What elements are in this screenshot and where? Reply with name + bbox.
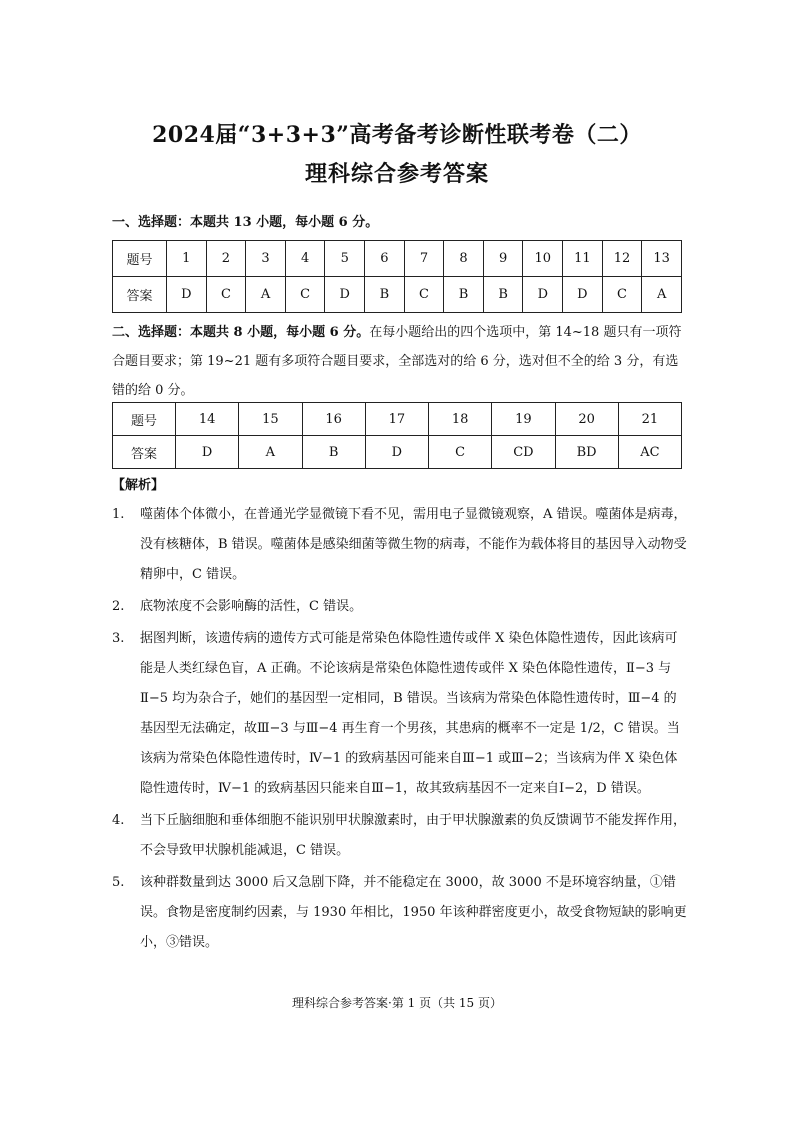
section1-heading: 一、选择题：本题共 13 小题，每小题 6 分。 xyxy=(112,215,379,230)
item-text: 该种群数量到达 3000 后又急剧下降，并不能稳定在 3000，故 3000 不是环境容纳量，①错误。食物是密度制约因素，与 1930 年相比，1950 年该种群密度更小，故受食物短缺的影响更小，③错误。 xyxy=(140,875,687,950)
table-cell: D xyxy=(167,277,207,313)
table-cell: 17 xyxy=(365,403,428,436)
table-cell: C xyxy=(285,277,325,313)
table-cell: 11 xyxy=(563,241,603,277)
table-cell: 18 xyxy=(429,403,492,436)
table-cell: A xyxy=(642,277,682,313)
item-number: 5. xyxy=(112,875,125,890)
table-cell: 5 xyxy=(325,241,365,277)
table-row xyxy=(113,436,682,469)
analysis-heading: 【解析】 xyxy=(112,478,165,493)
table-cell: 4 xyxy=(285,241,325,277)
table-cell: 6 xyxy=(365,241,405,277)
list-item xyxy=(112,624,687,804)
item-number: 4. xyxy=(112,813,125,828)
table-cell: C xyxy=(429,436,492,469)
page-subtitle: 理科综合参考答案 xyxy=(304,161,489,187)
table-cell: AC xyxy=(618,436,681,469)
table-cell: B xyxy=(302,436,365,469)
item-text: 底物浓度不会影响酶的活性，C 错误。 xyxy=(140,599,363,614)
row-label: 答案 xyxy=(113,436,176,469)
table-row xyxy=(113,403,682,436)
table-cell: 16 xyxy=(302,403,365,436)
row-label: 题号 xyxy=(113,403,176,436)
table-cell: B xyxy=(365,277,405,313)
table-cell: A xyxy=(246,277,286,313)
table-cell: BD xyxy=(555,436,618,469)
table-cell: D xyxy=(563,277,603,313)
section2-heading-rest: 在每小题给出的四个选项中，第 14~18 题只有一项符合题目要求；第 19~21 题有多项符合题目要求，全部选对的给 6 分，选对但不全的给 3 分，有选错的给 0 分。 xyxy=(112,325,682,398)
table-cell: C xyxy=(206,277,246,313)
row-label: 题号 xyxy=(113,241,167,277)
table-cell: B xyxy=(444,277,484,313)
table-cell: D xyxy=(365,436,428,469)
table-cell: 7 xyxy=(404,241,444,277)
table-cell: CD xyxy=(492,436,555,469)
page-footer: 理科综合参考答案·第 1 页（共 15 页） xyxy=(292,996,502,1010)
table-cell: D xyxy=(523,277,563,313)
table-cell: 2 xyxy=(206,241,246,277)
table-cell: D xyxy=(176,436,239,469)
table-cell: 8 xyxy=(444,241,484,277)
table-cell: 15 xyxy=(239,403,302,436)
list-item xyxy=(112,592,687,622)
table-cell: 12 xyxy=(602,241,642,277)
analysis-list xyxy=(112,500,687,960)
item-number: 2. xyxy=(112,599,125,614)
table-cell: D xyxy=(325,277,365,313)
table-cell: 14 xyxy=(176,403,239,436)
list-item xyxy=(112,500,687,590)
table-cell: 19 xyxy=(492,403,555,436)
table-cell: 13 xyxy=(642,241,682,277)
table-cell: A xyxy=(239,436,302,469)
table-cell: 20 xyxy=(555,403,618,436)
table-cell: B xyxy=(483,277,523,313)
table-cell: 10 xyxy=(523,241,563,277)
table-cell: 3 xyxy=(246,241,286,277)
table-cell: 21 xyxy=(618,403,681,436)
answer-table-1 xyxy=(112,240,682,313)
item-text: 当下丘脑细胞和垂体细胞不能识别甲状腺激素时，由于甲状腺激素的负反馈调节不能发挥作用，不会导致甲状腺机能减退，C 错误。 xyxy=(140,813,687,858)
list-item xyxy=(112,806,687,866)
page-title: 2024届“3+3+3”高考备考诊断性联考卷（二） xyxy=(152,122,642,148)
section2-heading-lead: 二、选择题：本题共 8 小题，每小题 6 分。 xyxy=(112,325,370,340)
table-cell: C xyxy=(602,277,642,313)
section2-heading xyxy=(112,318,684,405)
item-text: 噬菌体个体微小，在普通光学显微镜下看不见，需用电子显微镜观察，A 错误。噬菌体是病毒，没有核糖体，B 错误。噬菌体是感染细菌等微生物的病毒，不能作为载体将目的基因导入动物受精卵中，C 错误。 xyxy=(140,507,687,582)
table-cell: C xyxy=(404,277,444,313)
item-text: 据图判断，该遗传病的遗传方式可能是常染色体隐性遗传或伴 X 染色体隐性遗传，因此该病可能是人类红绿色盲，A 正确。不论该病是常染色体隐性遗传或伴 X 染色体隐性遗传，Ⅱ−3 与Ⅱ−5 均为杂合子，她们的基因型一定相同，B 错误。当该病为常染色体隐性遗传时，Ⅲ−4 的基因型无法确定，故Ⅲ−3 与Ⅲ−4 再生育一个男孩，其患病的概率不一定是 1/2，C 错误。当该病为常染色体隐性遗传时，Ⅳ−1 的致病基因可能来自Ⅲ−1 或Ⅲ−2；当该病为伴 X 染色体隐性遗传时，Ⅳ−1 的致病基因只能来自Ⅲ−1，故其致病基因不一定来自Ⅰ−2，D 错误。 xyxy=(140,631,680,796)
table-cell: 9 xyxy=(483,241,523,277)
list-item xyxy=(112,868,687,958)
answer-table-2 xyxy=(112,402,682,469)
item-number: 1. xyxy=(112,507,125,522)
row-label: 答案 xyxy=(113,277,167,313)
item-number: 3. xyxy=(112,631,125,646)
table-row xyxy=(113,241,682,277)
table-cell: 1 xyxy=(167,241,207,277)
table-row xyxy=(113,277,682,313)
